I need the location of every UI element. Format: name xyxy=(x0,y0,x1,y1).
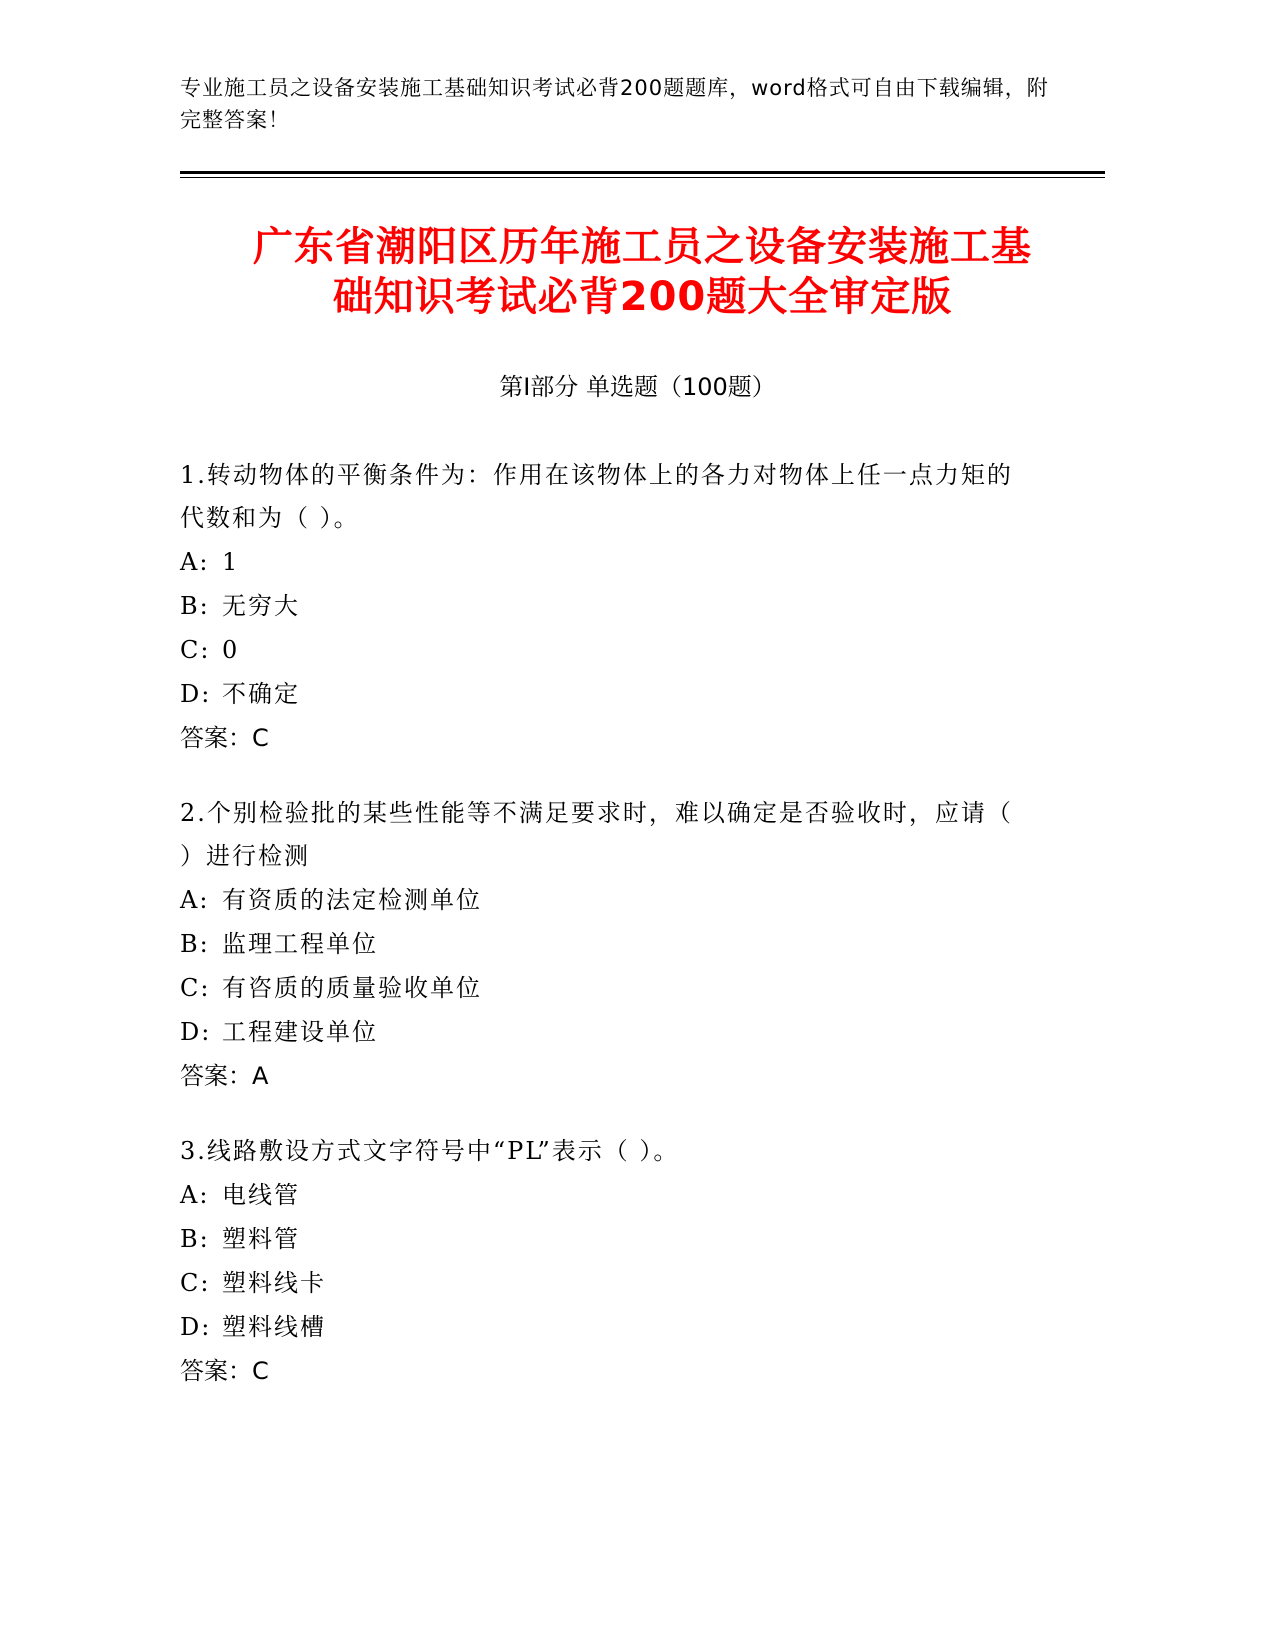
option-key: D: xyxy=(180,680,212,708)
option-text: 无穷大 xyxy=(222,592,300,620)
option-a xyxy=(180,878,1020,922)
answer: 答案：A xyxy=(180,1062,269,1090)
option-text: 工程建设单位 xyxy=(222,1018,378,1046)
option-text: 不确定 xyxy=(222,680,300,708)
option-a xyxy=(180,1173,1020,1217)
option-key: C: xyxy=(180,1269,211,1297)
option-text: 塑料线槽 xyxy=(222,1313,326,1341)
answer: 答案：C xyxy=(180,724,269,752)
option-b xyxy=(180,584,1020,628)
question-stem: 2.个别检验批的某些性能等不满足要求时，难以确定是否验收时，应请（ ）进行检测 xyxy=(180,799,1013,870)
question-3 xyxy=(180,1130,1020,1393)
option-c xyxy=(180,628,1020,672)
option-key: A: xyxy=(180,886,210,914)
document-title-line-1: 广东省潮阳区历年施工员之设备安装施工基 xyxy=(253,224,1032,270)
question-1 xyxy=(180,454,1020,760)
option-key: B: xyxy=(180,592,210,620)
question-list xyxy=(180,454,1020,1425)
option-d xyxy=(180,1010,1020,1054)
option-key: C: xyxy=(180,636,211,664)
document-title-line-2: 础知识考试必背200题大全审定版 xyxy=(332,274,953,320)
option-c xyxy=(180,1261,1020,1305)
option-text: 塑料管 xyxy=(222,1225,300,1253)
option-text: 有咨质的质量验收单位 xyxy=(222,974,482,1002)
header-divider-thin xyxy=(180,177,1105,178)
option-key: C: xyxy=(180,974,211,1002)
option-text: 0 xyxy=(222,636,240,664)
option-a xyxy=(180,540,1020,584)
option-key: B: xyxy=(180,1225,210,1253)
document-title xyxy=(170,222,1115,322)
question-stem: 1.转动物体的平衡条件为：作用在该物体上的各力对物体上任一点力矩的代数和为（ ）。 xyxy=(180,461,1013,532)
option-key: D: xyxy=(180,1018,212,1046)
option-text: 监理工程单位 xyxy=(222,930,378,958)
option-key: D: xyxy=(180,1313,212,1341)
option-key: A: xyxy=(180,548,210,576)
option-text: 1 xyxy=(222,548,240,576)
section-heading: 第Ⅰ部分 单选题（100题） xyxy=(499,373,776,401)
option-key: B: xyxy=(180,930,210,958)
option-text: 有资质的法定检测单位 xyxy=(222,886,482,914)
option-c xyxy=(180,966,1020,1010)
option-b xyxy=(180,1217,1020,1261)
question-stem: 3.线路敷设方式文字符号中“PL”表示（ ）。 xyxy=(180,1137,680,1165)
header-note: 专业施工员之设备安装施工基础知识考试必背200题题库，word格式可自由下载编辑，附完整答案！ xyxy=(180,76,1049,132)
question-2 xyxy=(180,792,1020,1098)
option-text: 电线管 xyxy=(222,1181,300,1209)
answer: 答案：C xyxy=(180,1357,269,1385)
option-d xyxy=(180,1305,1020,1349)
header-divider-thick xyxy=(180,171,1105,174)
option-b xyxy=(180,922,1020,966)
option-text: 塑料线卡 xyxy=(222,1269,326,1297)
option-key: A: xyxy=(180,1181,210,1209)
option-d xyxy=(180,672,1020,716)
